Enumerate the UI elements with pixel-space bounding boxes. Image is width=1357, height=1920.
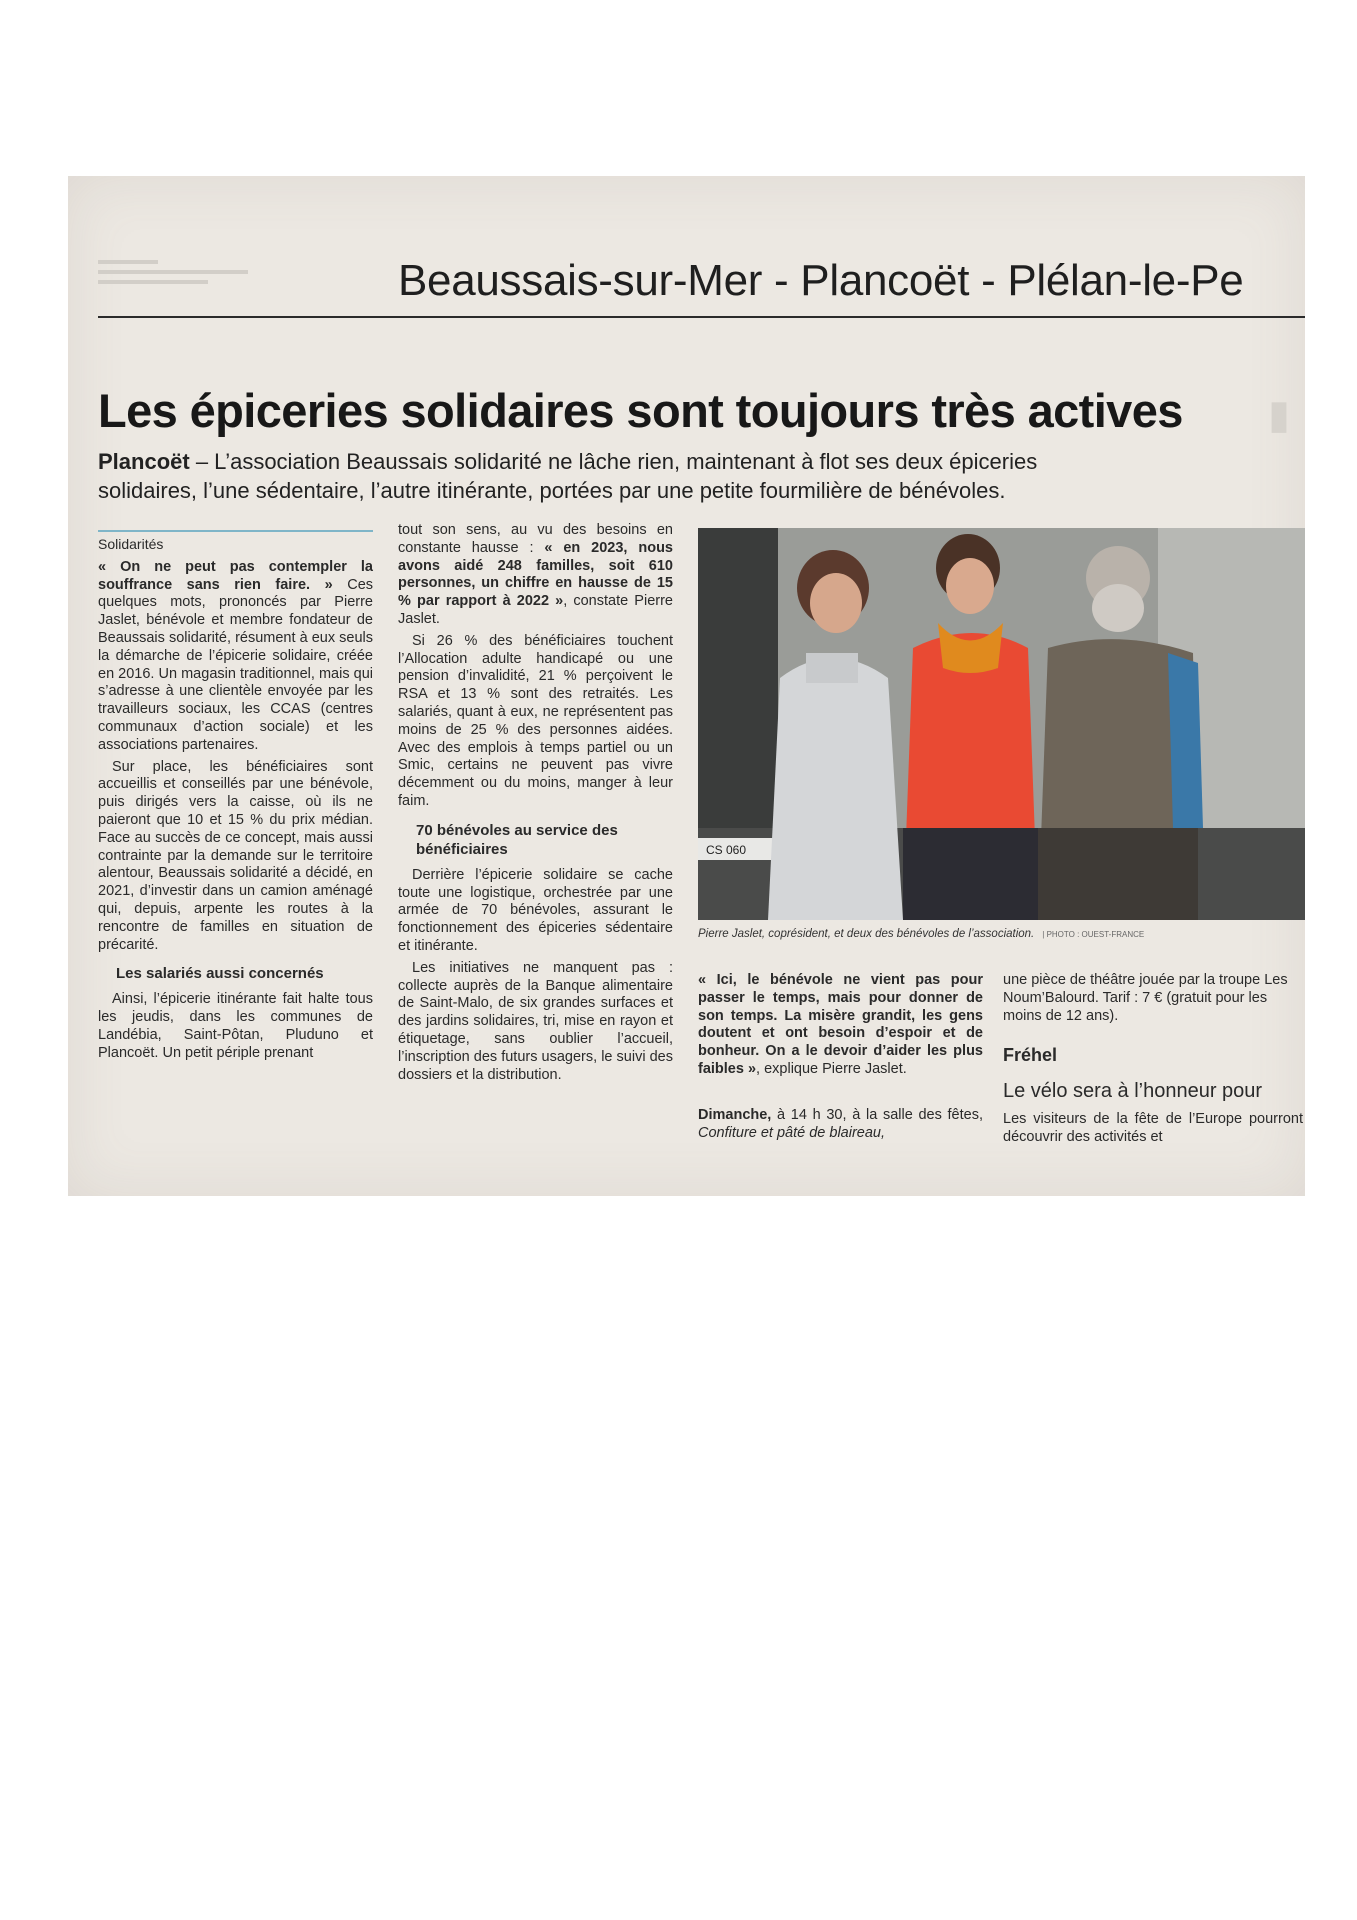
opening-quote: « On ne peut pas contempler la souffrance sans rien faire. » bbox=[98, 558, 373, 593]
col2-para-1 bbox=[398, 522, 673, 629]
column-3 bbox=[698, 972, 983, 1146]
closing-quote-attribution: , explique Pierre Jaslet. bbox=[756, 1060, 907, 1077]
rubric-label: Solidarités bbox=[98, 536, 164, 552]
subhead-salaries: Les salariés aussi concernés bbox=[116, 965, 324, 983]
event-line bbox=[698, 1107, 983, 1143]
col1-para-2: Sur place, les bénéficiaires sont accueillis et conseillés par une bénévole, puis dirigés vers la caisse, où ils ne paieront que 10 et 15 % du prix médian. Face au succès de ce concept, mais aussi contrainte par la demande sur le territoire alentour, Beaussais solidarité a décidé, en 2021, d’investir dans un camion aménagé qui, depuis, arpente les routes à la rencontre de familles en situation de précarité. bbox=[98, 758, 373, 953]
photo-caption bbox=[698, 928, 1305, 940]
col2-para-3: Derrière l’épicerie solidaire se cache toute une logistique, orchestrée par une armée de 70 bénévoles, assurant le fonctionnement des épiceries sédentaire et itinérante. bbox=[398, 866, 673, 954]
plate-text: CS 060 bbox=[706, 843, 747, 857]
column-1 bbox=[98, 530, 373, 1067]
col2-stats-quote: « en 2023, nous avons aidé 248 familles, soit 610 personnes, un chiffre en hausse de 15 % par rapport à 2022 » bbox=[398, 539, 673, 610]
lead-place: Plancoët bbox=[98, 449, 190, 474]
lead-dash: – bbox=[189, 449, 215, 474]
show-through-text: ▮ bbox=[1268, 393, 1291, 437]
article-lead bbox=[98, 447, 1108, 505]
closing-quote: « Ici, le bénévole ne vient pas pour passer le temps, mais pour donner de son temps. La misère grandit, les gens doutent et ont besoin d’espoir et de bonheur. On a le devoir d’aider les plus faibles » bbox=[698, 972, 983, 1077]
col4-para-2: Les visiteurs de la fête de l’Europe pourront découvrir des activités et bbox=[1003, 1111, 1303, 1145]
col4-para-1: une pièce de théâtre jouée par la troupe Les Noum’Balourd. Tarif : 7 € (gratuit pour les moins de 12 ans). bbox=[1003, 972, 1288, 1024]
faded-header-text bbox=[98, 258, 268, 292]
col1-para-1 bbox=[98, 559, 373, 755]
faded-header-lines bbox=[98, 258, 268, 288]
subhead-volunteers: 70 bénévoles au service des bénéficiaires bbox=[416, 821, 618, 858]
article-headline: Les épiceries solidaires sont toujours très actives bbox=[98, 384, 1183, 437]
rubric-box bbox=[98, 530, 373, 555]
section-banner: Beaussais-sur-Mer - Plancoët - Plélan-le-Pe bbox=[398, 256, 1244, 305]
col2-para-1-start: tout son sens, au vu des besoins en constante hausse : bbox=[398, 522, 673, 556]
col1-para-3: Ainsi, l’épicerie itinérante fait halte tous les jeudis, dans les communes de Landébia, Saint-Pôtan, Pluduno et Plancoët. Un petit périple prenant bbox=[98, 991, 373, 1061]
event-play-title: Confiture et pâté de blaireau, bbox=[698, 1124, 886, 1141]
col3-para-1 bbox=[698, 972, 983, 1079]
caption-text: Pierre Jaslet, coprésident, et deux des bénévoles de l’association. bbox=[698, 928, 1035, 940]
column-2 bbox=[398, 522, 673, 1088]
col1-para-1-text: Ces quelques mots, prononcés par Pierre Jaslet, bénévole et membre fondateur de Beaussais solidarité, résument à eux seuls la démarche de l’épicerie solidaire, créée en 2016. Un magasin traditionnel, mais qui s’adresse à une clientèle envoyée par les travailleurs sociaux, les CCAS (centres communaux d’action sociale) et les associations partenaires. bbox=[98, 576, 374, 753]
photo-credit: | PHOTO : OUEST-FRANCE bbox=[1042, 930, 1145, 939]
photo-illustration bbox=[698, 528, 1305, 920]
col2-para-1-end: , constate Pierre Jaslet. bbox=[398, 593, 673, 627]
lead-text: L’association Beaussais solidarité ne lâche rien, maintenant à flot ses deux épiceries solidaires, l’une sédentaire, l’autre itinérante, portées par une petite fourmilière de bénévoles. bbox=[98, 449, 1038, 503]
frehel-headline: Le vélo sera à l’honneur pour bbox=[1003, 1080, 1263, 1103]
column-4 bbox=[1003, 972, 1303, 1151]
col2-para-2: Si 26 % des bénéficiaires touchent l’Allocation adulte handicapé ou une pension d’invalidité, 21 % perçoivent le RSA et 13 % sont des retraités. Les salariés, quant à eux, ne représentent pas moins de 25 % des personnes aidées. Avec des emplois à temps partiel ou un Smic, certains ne peuvent pas vivre décemment ou du moins, manger à leur faim. bbox=[398, 632, 673, 809]
article-photo bbox=[698, 528, 1305, 920]
event-details: à 14 h 30, à la salle des fêtes, bbox=[771, 1106, 983, 1123]
event-day: Dimanche, bbox=[698, 1106, 772, 1123]
col2-para-4: Les initiatives ne manquent pas : collecte auprès de la Banque alimentaire de Saint-Malo, de six grandes surfaces et des jardins solidaires, tri, mise en rayon et étiquetage, sans oublier l’accueil, l’inscription des futurs usagers, le suivi des dossiers et la distribution. bbox=[398, 959, 673, 1083]
newspaper-clipping bbox=[68, 176, 1305, 1196]
section-frehel: Fréhel bbox=[1003, 1045, 1058, 1066]
banner-rule bbox=[98, 316, 1305, 318]
